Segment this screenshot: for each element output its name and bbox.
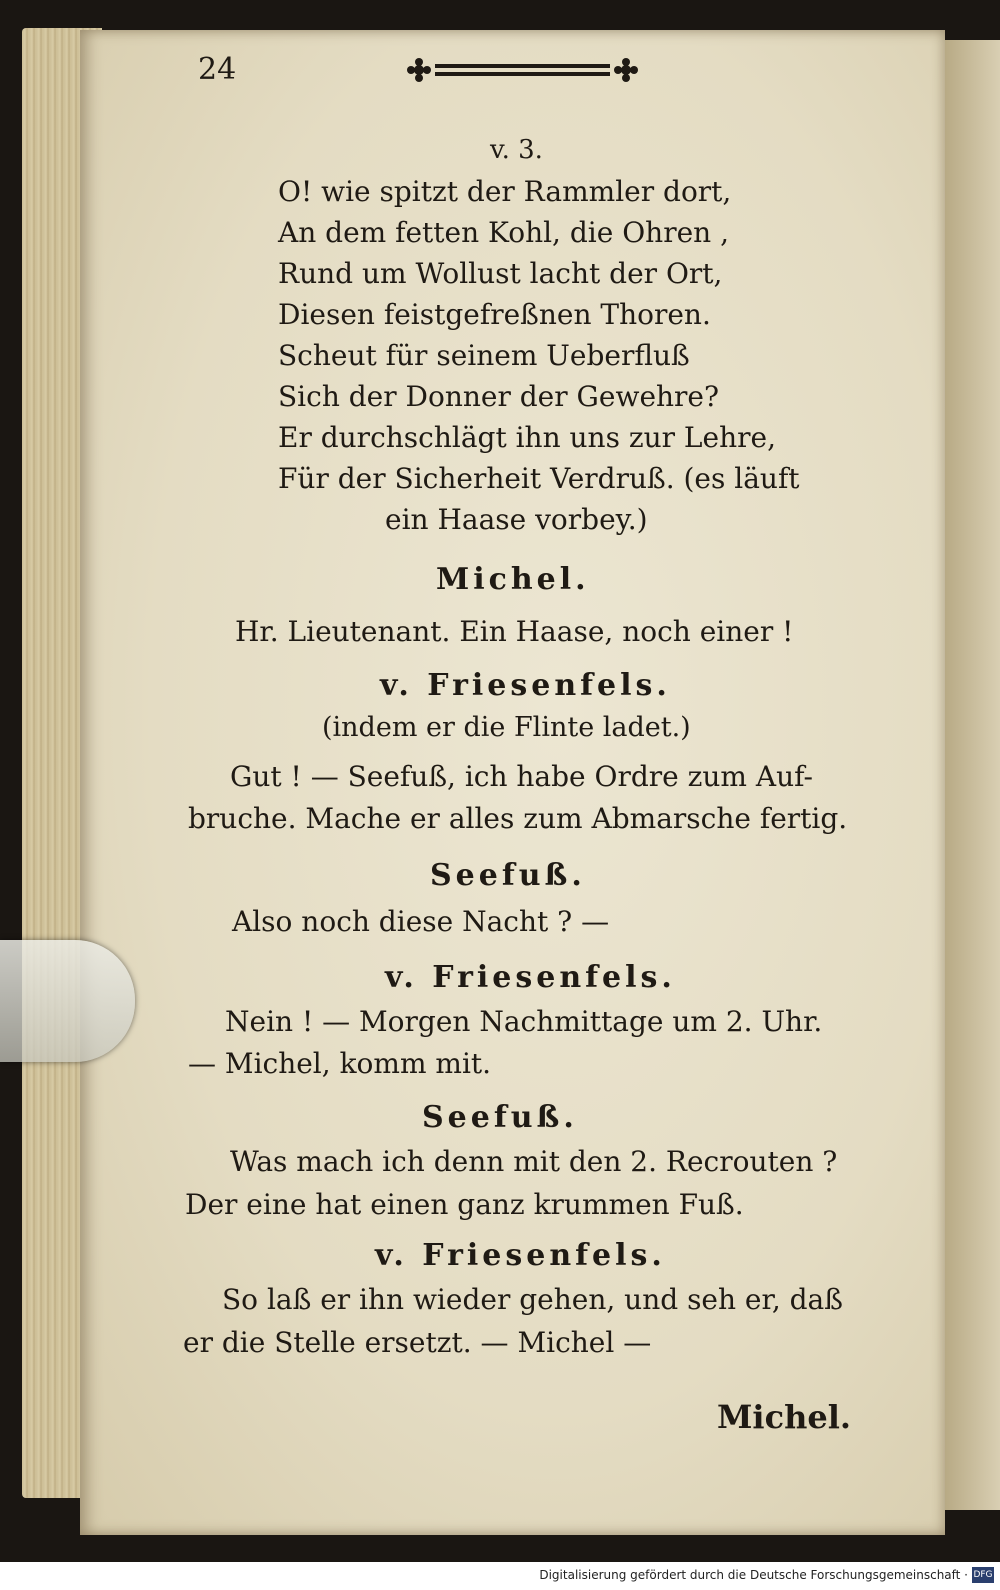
verse-line: Rund um Wollust lacht der Ort, (278, 257, 723, 290)
dialogue-line: — Michel, komm mit. (188, 1047, 492, 1080)
verse-line: Für der Sicherheit Verdruß. (es läuft (278, 462, 800, 495)
digitization-footer (0, 1562, 1000, 1590)
speaker-name: v. Friesenfels. (375, 1238, 666, 1273)
verse-line: Er durchschlägt ihn uns zur Lehre, (278, 421, 776, 454)
footer-credit: Digitalisierung gefördert durch die Deutsche Forschungsgemeinschaft · (539, 1568, 968, 1582)
dialogue-line: Also noch diese Nacht ? — (232, 905, 610, 938)
page-clip (0, 940, 135, 1062)
dfg-logo-icon: DFG (972, 1567, 994, 1583)
verse-line: O! wie spitzt der Rammler dort, (278, 175, 732, 208)
page-number: 24 (198, 52, 237, 87)
verse-line: Diesen feistgefreßnen Thoren. (278, 298, 711, 331)
catchword: Michel. (717, 1398, 851, 1436)
fleuron-rule-icon (405, 52, 640, 88)
dialogue-line: Gut ! — Seefuß, ich habe Ordre zum Auf- (230, 760, 813, 793)
dialogue-line: Nein ! — Morgen Nachmittage um 2. Uhr. (225, 1005, 823, 1038)
next-page-edge (945, 40, 1000, 1510)
verse-line: Sich der Donner der Gewehre? (278, 380, 720, 413)
dialogue-line: Hr. Lieutenant. Ein Haase, noch einer ! (235, 615, 794, 648)
speaker-name: Seefuß. (422, 1100, 578, 1135)
dialogue-line: So laß er ihn wieder gehen, und seh er, daß (222, 1283, 843, 1316)
verse-line: Scheut für seinem Ueberfluß (278, 339, 690, 372)
speaker-name: Seefuß. (430, 858, 586, 893)
dialogue-line: Der eine hat einen ganz krummen Fuß. (185, 1188, 744, 1221)
stage-direction: ein Haase vorbey.) (385, 503, 648, 536)
verse-number: v. 3. (490, 135, 543, 165)
dialogue-line: bruche. Mache er alles zum Abmarsche fertig. (188, 802, 848, 835)
speaker-name: v. Friesenfels. (385, 960, 676, 995)
dialogue-line: Was mach ich denn mit den 2. Recrouten ? (230, 1145, 838, 1178)
dialogue-line: er die Stelle ersetzt. — Michel — (183, 1326, 652, 1359)
speaker-name: v. Friesenfels. (380, 668, 671, 703)
verse-line: An dem fetten Kohl, die Ohren , (278, 216, 729, 249)
speaker-name: Michel. (436, 562, 590, 597)
stage-direction: (indem er die Flinte ladet.) (322, 712, 691, 743)
